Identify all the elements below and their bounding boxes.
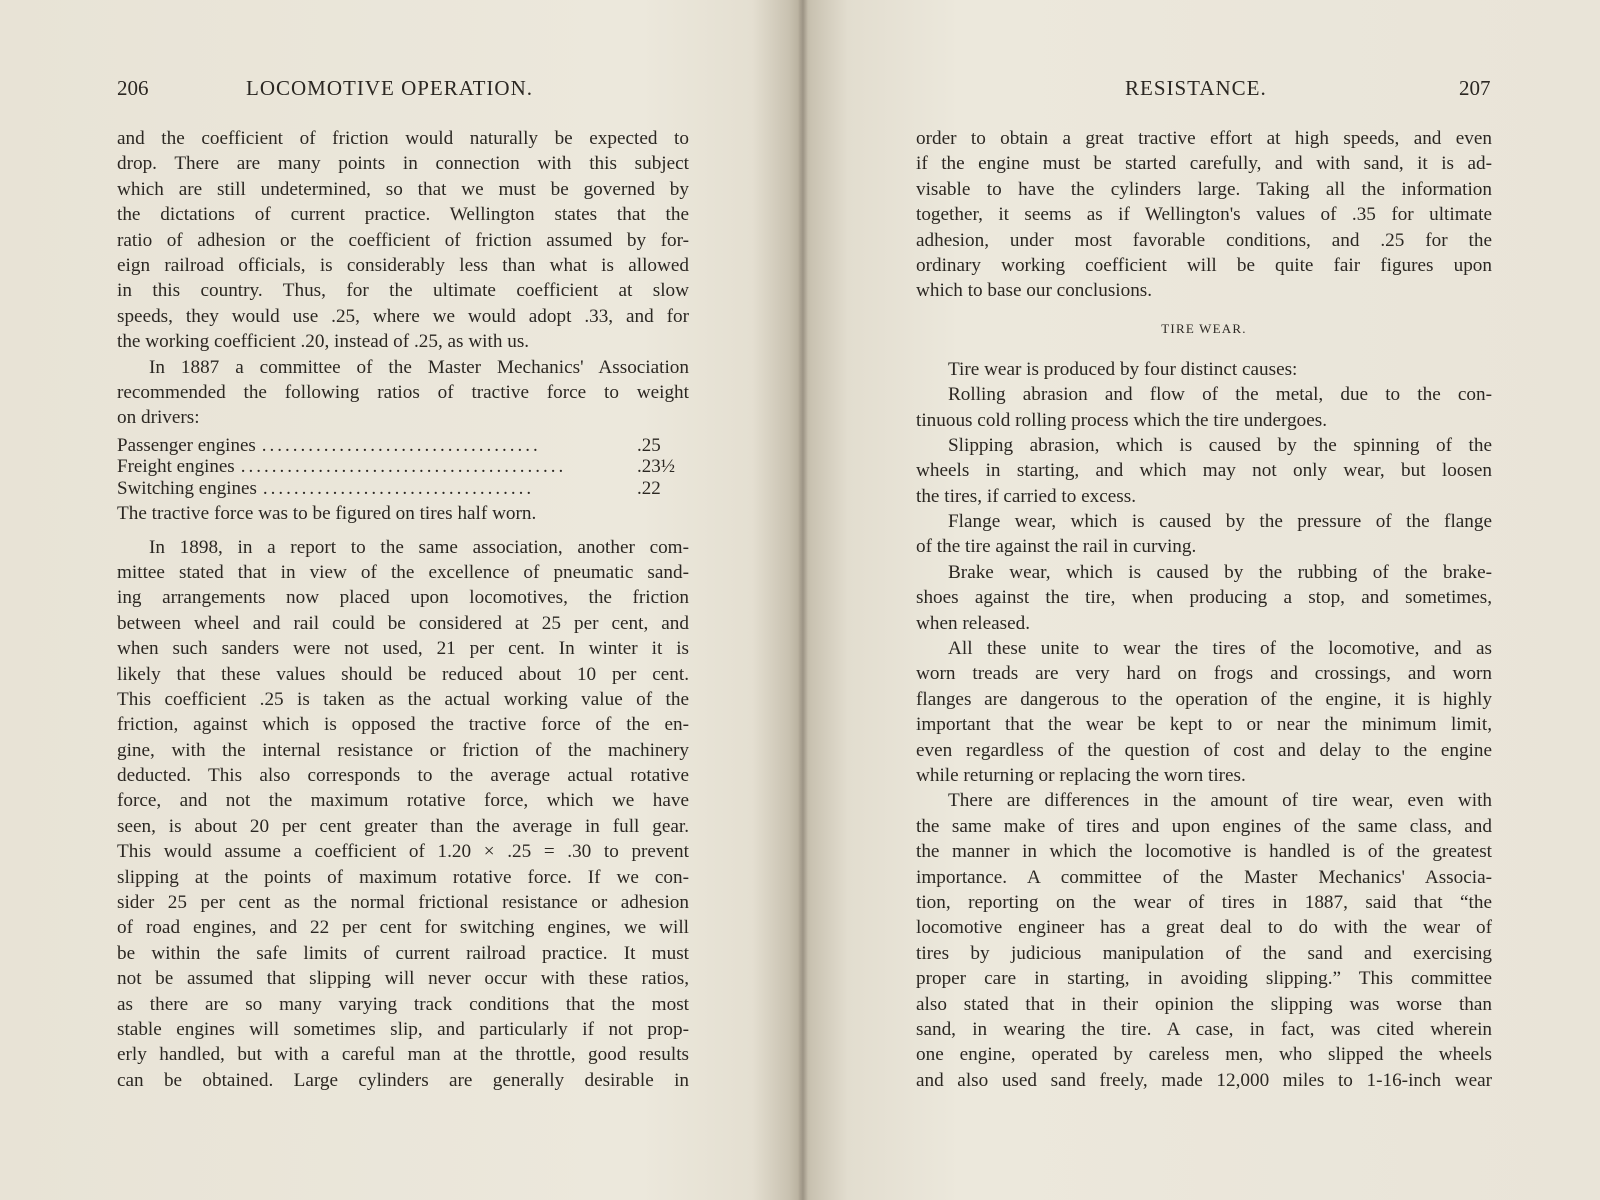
right-text-block bbox=[916, 126, 1492, 1093]
ratio-value: .23½ bbox=[637, 456, 675, 478]
text-line: together, it seems as if Wellington's values of .35 for ultimate bbox=[916, 204, 1492, 226]
text-line: between wheel and rail could be considered at 25 per cent, and bbox=[117, 612, 689, 634]
leader-dots: .......................................... bbox=[240, 456, 567, 478]
text-line: This would assume a coefficient of 1.20 × .25 = .30 to prevent bbox=[117, 841, 689, 863]
text-line: Tire wear is produced by four distinct causes: bbox=[948, 358, 1298, 380]
text-line: tinuous cold rolling process which the tire undergoes. bbox=[916, 409, 1328, 431]
text-line: Brake wear, which is caused by the rubbing of the brake- bbox=[948, 561, 1492, 583]
text-line: as there are so many varying track conditions that the most bbox=[117, 993, 689, 1015]
text-line: and also used sand freely, made 12,000 miles to 1-16-inch wear bbox=[916, 1069, 1492, 1091]
cause-3 bbox=[916, 509, 1492, 560]
text-line: ordinary working coefficient will be quite fair figures upon bbox=[916, 254, 1492, 276]
text-line: in this country. Thus, for the ultimate coefficient at slow bbox=[117, 280, 689, 302]
text-line: proper care in starting, in avoiding slipping.” This committee bbox=[916, 968, 1492, 990]
ratio-row bbox=[117, 456, 689, 478]
text-line: if the engine must be started carefully, and with sand, it is ad- bbox=[916, 153, 1492, 175]
ratio-value: .25 bbox=[637, 434, 661, 456]
ratio-row bbox=[117, 435, 689, 457]
text-line: also stated that in their opinion the slipping was worse than bbox=[916, 993, 1492, 1015]
right-page-number: 207 bbox=[1459, 76, 1491, 100]
left-para-3 bbox=[117, 535, 689, 1094]
left-para-1 bbox=[117, 126, 689, 355]
text-line: Flange wear, which is caused by the pressure of the flange bbox=[948, 511, 1492, 533]
text-line: flanges are dangerous to the operation of the engine, it is highly bbox=[916, 688, 1492, 710]
text-line: not be assumed that slipping will never occur with these ratios, bbox=[117, 968, 689, 990]
right-para-1 bbox=[916, 126, 1492, 304]
paragraph-gap bbox=[117, 527, 689, 535]
text-line: sand, in wearing the tire. A case, in fact, was cited wherein bbox=[916, 1018, 1492, 1040]
ratio-label: Freight engines bbox=[117, 456, 235, 478]
text-line: tires by judicious manipulation of the sand and exercising bbox=[916, 942, 1492, 964]
ratio-value: .22 bbox=[637, 477, 661, 499]
text-line: the dictations of current practice. Wellington states that the bbox=[117, 204, 689, 226]
left-text-block bbox=[117, 126, 689, 1093]
text-line: drop. There are many points in connection with this subject bbox=[117, 153, 689, 175]
text-line: visable to have the cylinders large. Taking all the information bbox=[916, 178, 1492, 200]
text-line: when released. bbox=[916, 612, 1031, 634]
text-line: order to obtain a great tractive effort at high speeds, and even bbox=[916, 128, 1492, 149]
text-line: one engine, operated by careless men, who slipped the wheels bbox=[916, 1044, 1492, 1066]
right-running-head: RESISTANCE. bbox=[1125, 76, 1267, 100]
text-line: friction, against which is opposed the tractive force of the en- bbox=[117, 714, 689, 736]
text-line: wheels in starting, and which may not only wear, but loosen bbox=[916, 460, 1492, 482]
text-line: of the tire against the rail in curving. bbox=[916, 536, 1197, 558]
text-line: tion, reporting on the wear of tires in 1887, said that “the bbox=[916, 891, 1492, 913]
text-line: seen, is about 20 per cent greater than the average in full gear. bbox=[117, 815, 689, 837]
text-line: while returning or replacing the worn tires. bbox=[916, 764, 1246, 786]
left-para-2 bbox=[117, 355, 689, 431]
text-line: adhesion, under most favorable conditions, and .25 for the bbox=[916, 229, 1492, 251]
leader-dots: .................................... bbox=[261, 434, 541, 456]
text-line: on drivers: bbox=[117, 407, 200, 429]
text-line: deducted. This also corresponds to the average actual rotative bbox=[117, 765, 689, 787]
text-line: eign railroad officials, is considerably less than what is allowed bbox=[117, 254, 689, 276]
para-differences bbox=[916, 788, 1492, 1093]
ratio-row bbox=[117, 478, 689, 500]
cause-2 bbox=[916, 433, 1492, 509]
table-note: The tractive force was to be figured on tires half worn. bbox=[117, 503, 537, 525]
text-line: even regardless of the question of cost and delay to the engine bbox=[916, 739, 1492, 761]
cause-1 bbox=[916, 382, 1492, 433]
section-heading: TIRE WEAR. bbox=[1161, 320, 1247, 336]
text-line: the same make of tires and upon engines of the same class, and bbox=[916, 815, 1492, 837]
text-line: Rolling abrasion and flow of the metal, due to the con- bbox=[948, 384, 1492, 406]
text-line: gine, with the internal resistance or friction of the machinery bbox=[117, 739, 689, 761]
text-line: In 1887 a committee of the Master Mechanics' Association bbox=[149, 356, 689, 378]
text-line: important that the wear be kept to or near the minimum limit, bbox=[916, 714, 1492, 736]
text-line: can be obtained. Large cylinders are generally desirable in bbox=[117, 1069, 689, 1091]
ratio-label: Switching engines bbox=[117, 477, 257, 499]
text-line: which are still undetermined, so that we must be governed by bbox=[117, 178, 689, 200]
ratio-table bbox=[117, 435, 689, 500]
text-line: mittee stated that in view of the excellence of pneumatic sand- bbox=[117, 561, 689, 583]
text-line: the manner in which the locomotive is handled is of the greatest bbox=[916, 841, 1492, 863]
text-line: erly handled, but with a careful man at the throttle, good results bbox=[117, 1044, 689, 1066]
para-all-these bbox=[916, 636, 1492, 788]
text-line: slipping at the points of maximum rotative force. If we con- bbox=[117, 866, 689, 888]
text-line: locomotive engineer has a great deal to do with the wear of bbox=[916, 917, 1492, 939]
text-line: worn treads are very hard on frogs and crossings, and worn bbox=[916, 663, 1492, 685]
text-line: when such sanders were not used, 21 per cent. In winter it is bbox=[117, 638, 689, 660]
text-line: ratio of adhesion or the coefficient of friction assumed by for- bbox=[117, 229, 689, 251]
cause-4 bbox=[916, 560, 1492, 636]
text-line: All these unite to wear the tires of the locomotive, and as bbox=[948, 638, 1492, 660]
left-running-head: LOCOMOTIVE OPERATION. bbox=[246, 76, 533, 100]
text-line: force, and not the maximum rotative force, which we have bbox=[117, 790, 689, 812]
left-page-number: 206 bbox=[117, 76, 149, 100]
text-line: of road engines, and 22 per cent for switching engines, we will bbox=[117, 917, 689, 939]
text-line: stable engines will sometimes slip, and particularly if not prop- bbox=[117, 1019, 689, 1040]
text-line: importance. A committee of the Master Mechanics' Associa- bbox=[916, 866, 1492, 888]
text-line: be within the safe limits of current railroad practice. It must bbox=[117, 942, 689, 964]
ratio-label: Passenger engines bbox=[117, 434, 256, 456]
text-line: which to base our conclusions. bbox=[916, 280, 1153, 302]
text-line: In 1898, in a report to the same association, another com- bbox=[149, 536, 689, 558]
text-line: shoes against the tire, when producing a stop, and sometimes, bbox=[916, 587, 1492, 609]
text-line: and the coefficient of friction would naturally be expected to bbox=[117, 128, 689, 149]
text-line: likely that these values should be reduced about 10 per cent. bbox=[117, 663, 689, 685]
text-line: This coefficient .25 is taken as the actual working value of the bbox=[117, 688, 689, 710]
right-page bbox=[800, 0, 1600, 1200]
text-line: sider 25 per cent as the normal frictional resistance or adhesion bbox=[117, 892, 689, 914]
text-line: ing arrangements now placed upon locomotives, the friction bbox=[117, 587, 689, 609]
text-line: speeds, they would use .25, where we would adopt .33, and for bbox=[117, 305, 689, 327]
text-line: Slipping abrasion, which is caused by the spinning of the bbox=[948, 434, 1492, 456]
text-line: the working coefficient .20, instead of .25, as with us. bbox=[117, 331, 530, 353]
text-line: There are differences in the amount of tire wear, even with bbox=[948, 790, 1492, 812]
text-line: recommended the following ratios of tractive force to weight bbox=[117, 381, 689, 403]
text-line: the tires, if carried to excess. bbox=[916, 485, 1137, 507]
leader-dots: ................................... bbox=[262, 477, 535, 499]
